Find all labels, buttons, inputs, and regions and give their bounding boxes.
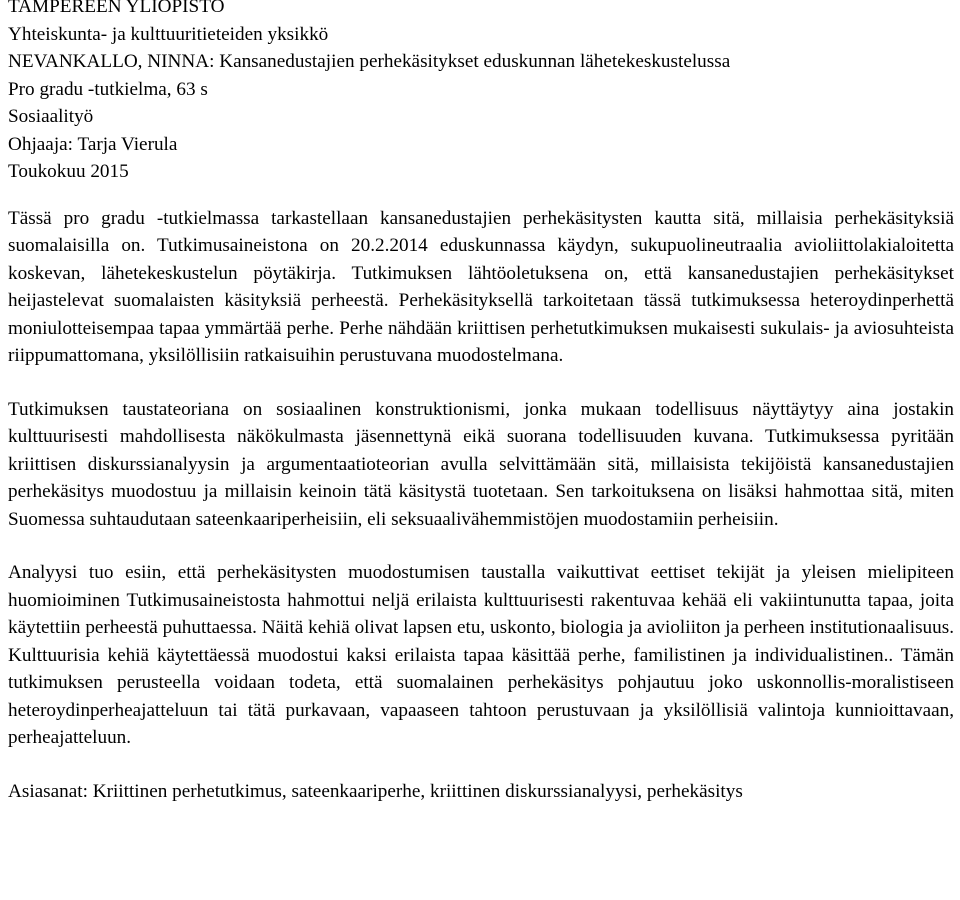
keywords-line: Asiasanat: Kriittinen perhetutkimus, sateenkaariperhe, kriittinen diskurssianalyysi, perhekäsitys	[8, 780, 743, 802]
document-page	[8, 0, 954, 805]
author-and-title: NEVANKALLO, NINNA: Kansanedustajien perhekäsitykset eduskunnan lähetekeskustelussa	[8, 51, 731, 72]
university-name: TAMPEREEN YLIOPISTO	[8, 0, 225, 17]
faculty-unit: Yhteiskunta- ja kulttuuritieteiden yksikkö	[8, 23, 329, 45]
abstract-paragraph-2: Tutkimuksen taustateoriana on sosiaalinen konstruktionismi, jonka mukaan todellisuus näyttäytyy aina jostakin kulttuurisesti mahdollisesta näkökulmasta jäsennettynä eikä suorana todellisuuden kuvana. Tutkimuksessa pyritään kriittisen diskurssianalyysin ja argumentaatioteorian avulla selvittämään sitä, millaisista tekijöistä kansanedustajien perhekäsitys muodostuu ja millaisin keinoin tätä käsitystä tuotetaan. Sen tarkoituksena on lisäksi hahmottaa sitä, miten Suomessa suhtaudutaan sateenkaariperheisiin, eli seksuaalivähemmistöjen muodostamiin perheisiin.	[8, 398, 954, 530]
abstract-paragraph-3: Analyysi tuo esiin, että perhekäsitysten muodostumisen taustalla vaikuttivat eettiset tekijät ja yleisen mielipiteen huomioiminen Tutkimusaineistosta hahmottui neljä erilaista kulttuurisesti rakentuvaa kehää eli vakiintunutta tapaa, joita käytettiin perheestä puhuttaessa. Näitä kehiä olivat lapsen etu, uskonto, biologia ja avioliiton ja perheen institutionaalisuus. Kulttuurisia kehiä käytettäessä muodostui kaksi erilaista tapaa käsittää perhe, familistinen ja individualistinen.. Tämän tutkimuksen perusteella voidaan todeta, että suomalainen perhekäsitys pohjautuu joko uskonnollis-moralistiseen heteroydinperheajatteluun tai tätä purkavaan, vapaaseen tahtoon perustuvaan ja yksilöllisiä valintoja kunnioittavaan, perheajatteluun.	[8, 562, 954, 748]
subject: Sosiaalityö	[8, 106, 94, 127]
thesis-header	[8, 0, 954, 186]
date: Toukokuu 2015	[8, 161, 129, 182]
thesis-type: Pro gradu -tutkielma, 63 s	[8, 78, 208, 100]
abstract-paragraph-1: Tässä pro gradu -tutkielmassa tarkastellaan kansanedustajien perhekäsitysten kautta sitä, millaisia perhekäsityksiä suomalaisilla on. Tutkimusaineistona on 20.2.2014 eduskunnassa käydyn, sukupuolineutraalia avioliittolakialoitetta koskevan, lähetekeskustelun pöytäkirja. Tutkimuksen lähtöoletuksena on, että kansanedustajien perhekäsitykset heijastelevat suomalaisten käsityksiä perheestä. Perhekäsityksellä tarkoitetaan tässä tutkimuksessa heteroydinperhettä moniulotteisempaa tapaa ymmärtää perhe. Perhe nähdään kriittisen perhetutkimuksen mukaisesti sukulais- ja aviosuhteista riippumattomana, yksilöllisiin ratkaisuihin perustuvana muodostelmana.	[8, 207, 954, 366]
supervisor: Ohjaaja: Tarja Vierula	[8, 133, 178, 155]
